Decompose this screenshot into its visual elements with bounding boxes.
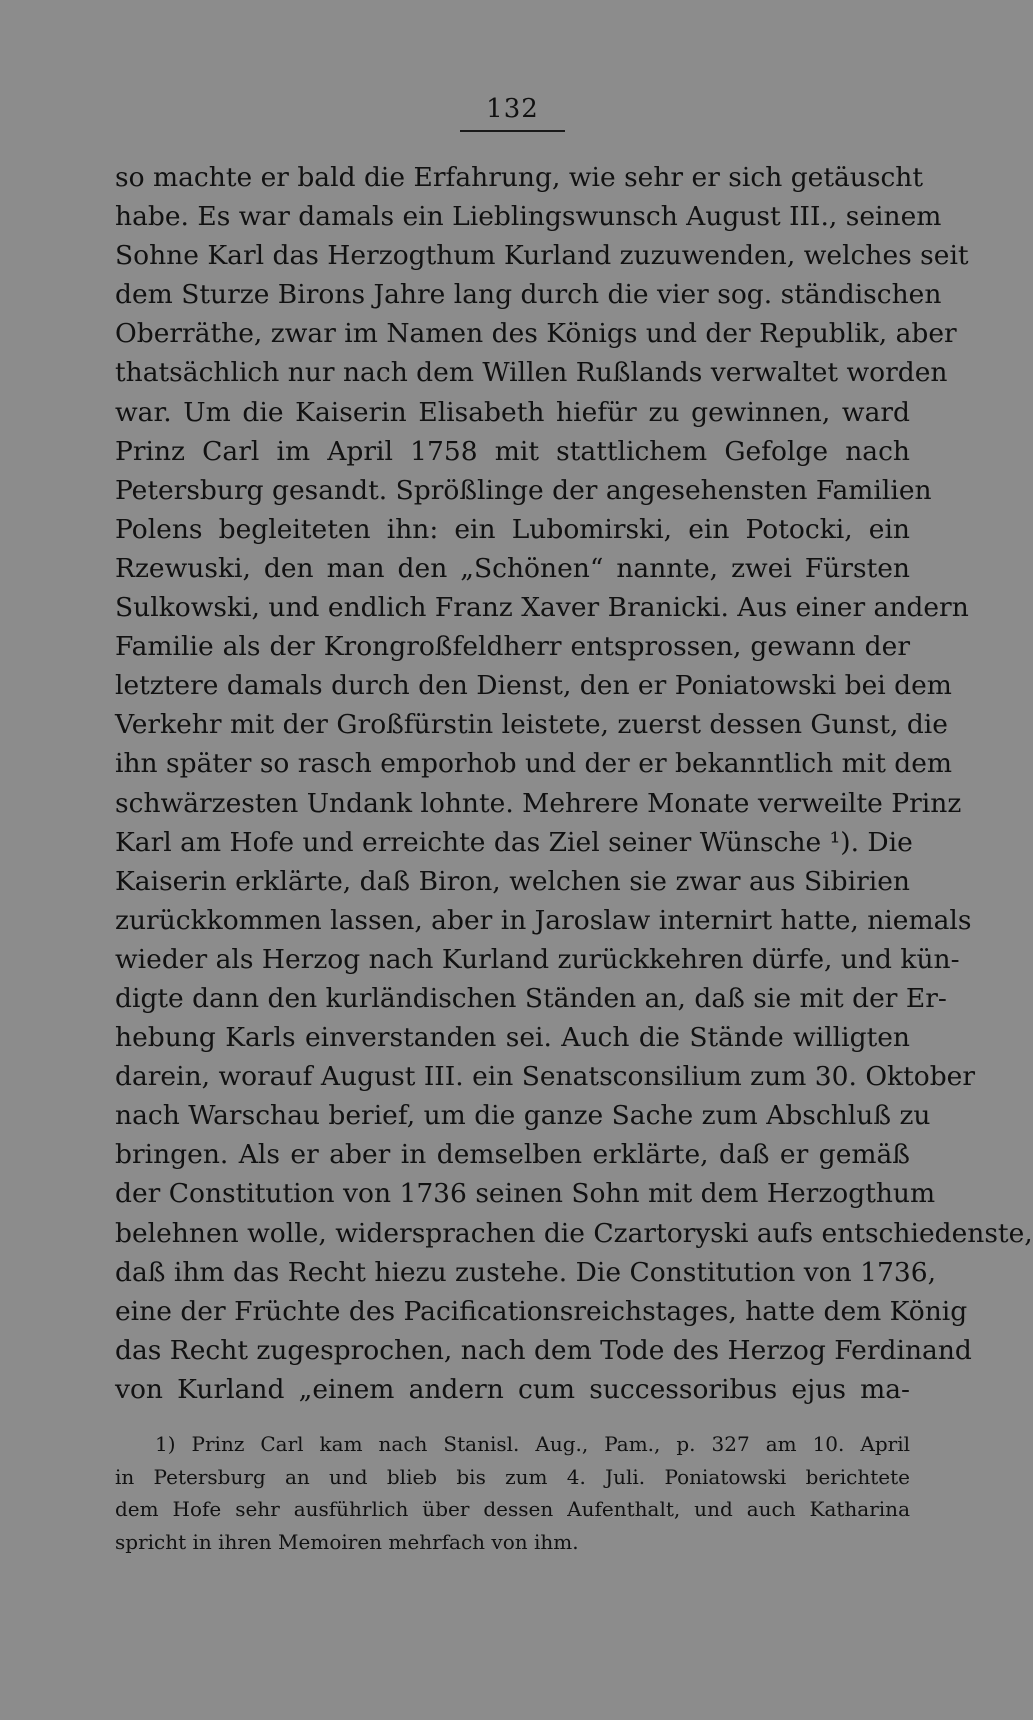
text-line: wieder als Herzog nach Kurland zurückkehren dürfe, und kün- [115, 943, 960, 975]
text-line: belehnen wolle, widersprachen die Czartoryski aufs entschiedenste, [115, 1217, 1033, 1249]
text-line: Sulkowski, und endlich Franz Xaver Branicki. Aus einer andern [115, 592, 969, 624]
text-line: zurückkommen lassen, aber in Jaroslaw internirt hatte, niemals [115, 904, 972, 936]
text-line: digte dann den kurländischen Ständen an, daß sie mit der Er- [115, 982, 947, 1014]
text-line: Verkehr mit der Großfürstin leistete, zuerst dessen Gunst, die [115, 709, 948, 741]
footnote-line: in Petersburg an und blieb bis zum 4. Juli. Poniatowski berichtete [115, 1464, 910, 1489]
text-line: darein, worauf August III. ein Senatsconsilium zum 30. Oktober [115, 1061, 976, 1093]
footnote-line: spricht in ihren Memoiren mehrfach von ihm. [115, 1529, 579, 1554]
text-line: thatsächlich nur nach dem Willen Rußlands verwaltet worden [115, 357, 948, 389]
page-number: 132 [486, 94, 539, 124]
footnote-line: dem Hofe sehr ausführlich über dessen Aufenthalt, und auch Katharina [115, 1497, 910, 1521]
text-line: dem Sturze Birons Jahre lang durch die vier sog. ständischen [115, 279, 942, 311]
text-line: von Kurland „einem andern cum successoribus ejus ma- [115, 1373, 910, 1405]
text-line: Kaiserin erklärte, daß Biron, welchen sie zwar aus Sibirien [115, 865, 910, 897]
text-line: schwärzesten Undank lohnte. Mehrere Monate verweilte Prinz [115, 787, 962, 819]
text-line: Polens begleiteten ihn: ein Lubomirski, ein Potocki, ein [115, 513, 910, 545]
text-line: eine der Früchte des Pacificationsreichstages, hatte dem König [115, 1295, 968, 1327]
text-line: letztere damals durch den Dienst, den er Poniatowski bei dem [115, 670, 952, 702]
text-line: war. Um die Kaiserin Elisabeth hiefür zu gewinnen, ward [115, 396, 910, 428]
text-line: bringen. Als er aber in demselben erklärte, daß er gemäß [115, 1139, 910, 1171]
text-line: Petersburg gesandt. Sprößlinge der angesehensten Familien [115, 474, 932, 506]
main-text [115, 158, 1033, 1409]
text-line: Karl am Hofe und erreichte das Ziel seiner Wünsche ¹). Die [115, 826, 913, 858]
text-line: ihn später so rasch emporhob und der er bekanntlich mit dem [115, 748, 953, 780]
text-line: daß ihm das Recht hiezu zustehe. Die Constitution von 1736, [115, 1256, 937, 1288]
text-line: Prinz Carl im April 1758 mit stattlichem Gefolge nach [115, 435, 910, 467]
text-line: das Recht zugesprochen, nach dem Tode des Herzog Ferdinand [115, 1334, 972, 1366]
page-number-rule [460, 130, 565, 132]
text-line: Sohne Karl das Herzogthum Kurland zuzuwenden, welches seit [115, 240, 969, 272]
footnote-line: 1) Prinz Carl kam nach Stanisl. Aug., Pam., p. 327 am 10. April [155, 1432, 910, 1456]
text-line: nach Warschau berief, um die ganze Sache zum Abschluß zu [115, 1100, 931, 1132]
footnotes [115, 1428, 910, 1558]
text-line: der Constitution von 1736 seinen Sohn mit dem Herzogthum [115, 1178, 936, 1210]
text-line: so machte er bald die Erfahrung, wie sehr er sich getäuscht [115, 162, 924, 193]
text-line: Oberräthe, zwar im Namen des Königs und der Republik, aber [115, 318, 957, 350]
text-line: habe. Es war damals ein Lieblingswunsch August III., seinem [115, 201, 942, 233]
text-line: hebung Karls einverstanden sei. Auch die Stände willigten [115, 1022, 910, 1054]
text-line: Familie als der Krongroßfeldherr entsprossen, gewann der [115, 631, 910, 663]
text-line: Rzewuski, den man den „Schönen“ nannte, zwei Fürsten [115, 552, 910, 584]
